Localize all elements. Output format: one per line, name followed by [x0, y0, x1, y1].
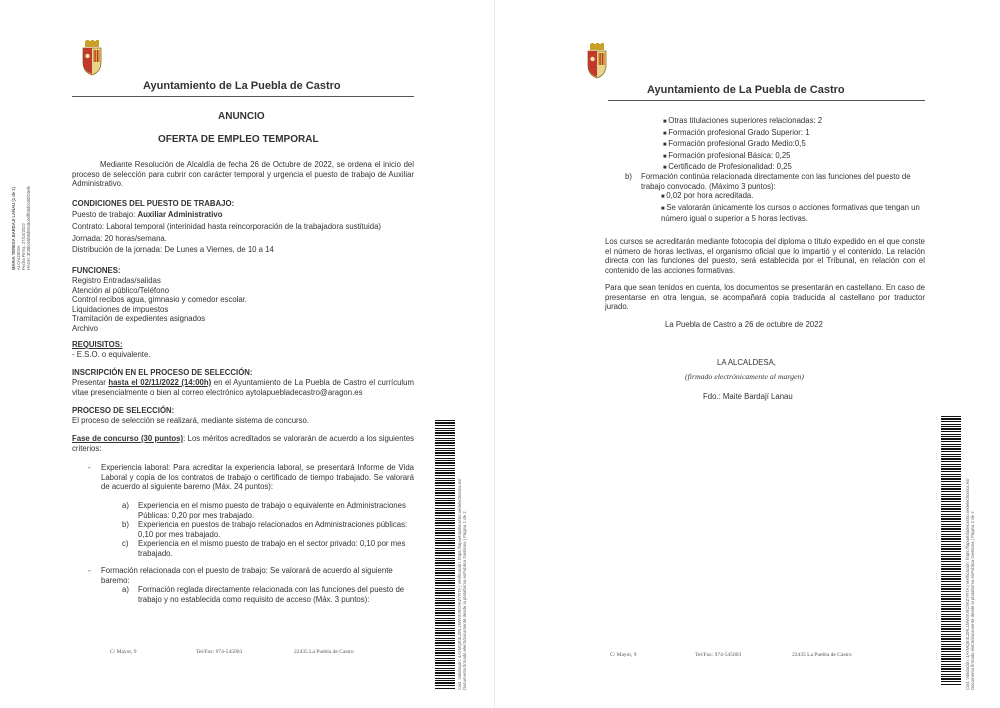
list-item: ■ 0,02 por hora acreditada. — [661, 191, 923, 203]
puesto-line: Puesto de trabajo: Auxiliar Administrativo — [72, 210, 223, 219]
footer-phone: Tel/Fax: 974-545003 — [196, 649, 243, 655]
header-divider — [608, 100, 925, 101]
list-item: Control recibos agua, gimnasio y comedor escolar. — [72, 295, 248, 305]
dash: - — [88, 566, 91, 575]
oferta-heading: OFERTA DE EMPLEO TEMPORAL — [158, 134, 319, 145]
list-item: Tramitación de expedientes asignados — [72, 314, 206, 324]
requisitos-text: - E.S.O. o equivalente. — [72, 350, 151, 359]
cursos-paragraph: Los cursos se acreditarán mediante fotocopia del diploma o título expedido en el que conste el número de horas lectivas, el organismo oficial que lo impartió y el contenido. La relación directa con las funciones del puesto, será establecida por el Tribunal, en relación con el contenido de las acciones formativas. — [605, 237, 925, 275]
intro-paragraph: Mediante Resolución de Alcaldía de fecha 26 de Octubre de 2022, se ordena el inicio del proceso de selección para cubrir con carácter temporal y urgencia el puesto de trabajo de Auxiliar Administrativo. — [72, 160, 414, 189]
footer-address: C/ Mayor, 9 — [110, 649, 137, 655]
item-letter: c) — [122, 539, 129, 548]
item-letter: a) — [122, 585, 129, 594]
formacion-item: Formación reglada directamente relacionada con las funciones del puesto de trabajo y no establecida como requisito de acceso (Máx. 3 puntos): — [138, 585, 405, 604]
validation-text: Cód. Validación: 4AYMQE4LZRLLMW3V5C9KZYRTA | Verificación: https://lapuebladecastro.sedelectronica.es/ Documento firmado electrónicamente desde la plataforma esPublico Gestiona | Página 2 de 2 — [965, 478, 975, 690]
list-item: Atención al público/Teléfono — [72, 285, 170, 295]
formacion-paragraph: Formación relacionada con el puesto de trabajo: Se valorará de acuerdo al siguiente baremo: — [101, 566, 393, 585]
formacion-continua-paragraph: Formación continúa relacionada directamente con las funciones del puesto de trabajo convocado. (Máximo 3 puntos): — [641, 172, 911, 191]
list-item: Archivo — [72, 323, 98, 333]
header-divider — [72, 96, 414, 97]
dash: - — [88, 463, 91, 472]
coat-of-arms-icon — [585, 43, 609, 79]
coat-of-arms-icon — [80, 40, 104, 76]
list-item: ■ Otras titulaciones superiores relacionadas: 2 — [663, 116, 822, 128]
experiencia-item: Experiencia en puestos de trabajo relacionados en Administraciones públicas: 0,10 por mes trabajado. — [138, 520, 408, 539]
list-item: ■ Formación profesional Grado Superior: 1 — [663, 128, 822, 140]
funciones-list — [72, 276, 247, 334]
footer-address: C/ Mayor, 9 — [610, 652, 637, 658]
item-letter: b) — [625, 172, 632, 181]
signature-stamp: MARIA TERESA BARDAJI LANAU (1 de 1) ALCALDESA Fecha Firma: 27/10/2022 HASH: 3f28bc66b8d06c8ce0ff08d0c90f24efe — [11, 186, 31, 270]
condiciones-heading: CONDICIONES DEL PUESTO DE TRABAJO: — [72, 199, 235, 208]
validation-text: Cód. Validación: 4AYMQE4LZRLLMW3V5C9KZYRTA | Verificación: https://lapuebladecastro.sedelectronica.es/ Documento firmado electrónicamente desde la plataforma esPublico Gestiona | Página 1 de 2 — [457, 478, 467, 690]
funciones-heading: FUNCIONES: — [72, 266, 121, 275]
requisitos-heading: REQUISITOS: — [72, 340, 123, 349]
header-title: Ayuntamiento de La Puebla de Castro — [647, 84, 845, 96]
document-page-1 — [0, 0, 495, 708]
castellano-paragraph: Para que sean tenidos en cuenta, los documentos se presentarán en castellano. En caso de presentarse en otra lengua, se acompañará copia traducida al castellano por traductor jurado. — [605, 283, 925, 312]
firmado-note: (firmado electrónicamente al margen) — [685, 372, 805, 381]
list-item: ■ Formación profesional Grado Medio:0,5 — [663, 139, 822, 151]
fase-paragraph: Fase de concurso (30 puntos): Los méritos acreditados se valorarán de acuerdo a los siguientes criterios: — [72, 434, 414, 453]
item-letter: b) — [122, 520, 129, 529]
inscripcion-heading: INSCRIPCIÓN EN EL PROCESO DE SELECCIÓN: — [72, 368, 253, 377]
document-page-2 — [495, 0, 1000, 708]
alcaldesa-label: LA ALCALDESA, — [717, 358, 776, 367]
footer-postal: 22435 La Puebla de Castro — [294, 649, 354, 655]
contrato-line: Contrato: Laboral temporal (interinidad hasta reincorporación de la trabajadora sustituida) — [72, 222, 382, 231]
list-item: Registro Entradas/salidas — [72, 276, 161, 285]
list-item: ■ Certificado de Profesionalidad: 0,25 — [663, 162, 822, 174]
formacion-continua-list — [661, 191, 923, 224]
list-item: Liquidaciones de impuestos — [72, 304, 169, 314]
titulaciones-list — [663, 116, 822, 174]
signatory-name: Fdo.: Maite Bardají Lanau — [703, 392, 793, 401]
list-item: ■ Formación profesional Básica: 0,25 — [663, 151, 822, 163]
inscripcion-text: Presentar hasta el 02/11/2022 (14:00h) en el Ayuntamiento de La Puebla de Castro el currículum vitae presencialmente o bien al correo electrónico aytolapuebladecastro@aragon.es — [72, 378, 414, 397]
experiencia-item: Experiencia en el mismo puesto de trabajo o equivalente en Administraciones Públicas: 0,20 por mes trabajado. — [138, 501, 406, 520]
jornada-line: Jornada: 20 horas/semana. — [72, 234, 167, 243]
experiencia-item: Experiencia en el mismo puesto de trabajo en el sector privado: 0,10 por mes trabajado. — [138, 539, 406, 558]
experiencia-paragraph: Experiencia laboral: Para acreditar la experiencia laboral, se presentará Informe de Vida Laboral y copia de los contratos de trabajo o certificado de tiempo trabajado. Se valorará de acuerdo al siguiente baremo (Máx. 24 puntos): — [101, 463, 414, 492]
anuncio-heading: ANUNCIO — [218, 111, 265, 122]
footer-postal: 22435 La Puebla de Castro — [792, 652, 852, 658]
barcode-icon — [435, 420, 455, 690]
fecha-line: La Puebla de Castro a 26 de octubre de 2022 — [665, 320, 823, 329]
list-item: ■ Se valorarán únicamente los cursos o acciones formativas que tengan un número igual o superior a 5 horas lectivas. — [661, 203, 923, 224]
item-letter: a) — [122, 501, 129, 510]
proceso-text: El proceso de selección se realizará, mediante sistema de concurso. — [72, 416, 310, 425]
barcode-icon — [941, 416, 961, 686]
footer-phone: Tel/Fax: 974-545003 — [695, 652, 742, 658]
header-title: Ayuntamiento de La Puebla de Castro — [143, 80, 341, 92]
proceso-heading: PROCESO DE SELECCIÓN: — [72, 406, 175, 415]
distribucion-line: Distribución de la jornada: De Lunes a Viernes, de 10 a 14 — [72, 245, 274, 254]
